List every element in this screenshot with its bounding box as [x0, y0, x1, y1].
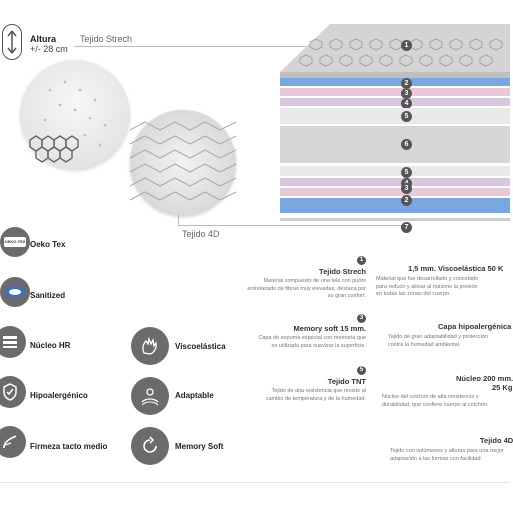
desc-title-6: Núcleo 200 mm. [456, 374, 513, 383]
desc-title-3: Memory soft 15 mm. [293, 324, 366, 333]
mattress-top-surface [270, 22, 510, 82]
fabric-4d-leader-line [178, 225, 404, 226]
mattress-layer [280, 198, 510, 214]
desc-block-2 [376, 264, 510, 304]
layer-number-badge: 3 [401, 183, 412, 194]
feature-label-hipoalergenico: Hipoalergénico [30, 391, 88, 400]
layer-number-badge: 2 [401, 78, 412, 89]
desc-text-4: Tejido de gran adaptabilidad y protección contra la humedad ambiental. [388, 334, 488, 348]
layer-number-badge: 5 [401, 111, 412, 122]
mattress-layer [280, 126, 510, 164]
layer-number-badge: 4 [401, 98, 412, 109]
desc-num-3: 3 [357, 314, 366, 323]
desc-text-7: Tejido con volúmenes y alturas para una mejor adaptación a las formas con facilidad. [390, 448, 504, 462]
layers-icon [0, 326, 26, 358]
mattress-layer [280, 166, 510, 177]
mattress-layer [280, 178, 510, 187]
feature-label-oeko-tex: Oeko Tex [30, 240, 66, 249]
desc-text-1: Material compuesto de una tela con punto entrelazado de fibras muy elevadas, destaca por su gran confort. [247, 278, 366, 299]
height-icon [2, 24, 22, 60]
mattress-layer [280, 78, 510, 87]
hand-wave-icon [131, 327, 169, 365]
sanitized-icon [0, 277, 30, 307]
feature-label-memory-soft: Memory Soft [175, 442, 224, 451]
shield-check-icon [0, 376, 26, 408]
hand-press-icon [0, 426, 26, 458]
layer-number-badge: 5 [401, 167, 412, 178]
feature-label-firmeza: Firmeza tacto medio [30, 442, 108, 451]
fabric-4d-label: Tejido 4D [182, 229, 220, 239]
feature-label-viscoelastica: Viscoelástica [175, 342, 226, 351]
feature-label-adaptable: Adaptable [175, 391, 214, 400]
desc-num-1: 1 [357, 256, 366, 265]
desc-title-6b: 25 Kg [492, 383, 513, 392]
desc-text-6: Núcleo del colchón de alta resistencia y durabilidad, que confiere cuerpo al colchón. [382, 394, 489, 408]
desc-title-5: Tejido TNT [327, 377, 366, 386]
mattress-layer [280, 188, 510, 197]
feature-label-nucleo-hr: Núcleo HR [30, 341, 71, 350]
desc-title-1: Tejido Strech [319, 267, 366, 276]
desc-title-2: 1,5 mm. Viscoelástica 50 K [408, 264, 504, 273]
layer-number-badge: 6 [401, 139, 412, 150]
strech-fabric-image [20, 60, 130, 170]
mattress-layer [280, 218, 510, 222]
desc-title-4: Capa hipoalergénica [438, 322, 512, 331]
mattress-cutaway [270, 22, 510, 231]
layer-number-badge: 1 [401, 40, 412, 51]
mattress-layer [280, 108, 510, 125]
feature-label-sanitized: Sanitized [30, 291, 66, 300]
fabric-4d-image [130, 110, 236, 216]
desc-text-2: Material que fue desarrollado y concebido para reducir y aliviar al máximo la presión en todas las zonas del cuerpo. [376, 276, 479, 297]
layer-number-badge: 3 [401, 88, 412, 99]
desc-title-7: Tejido 4D [480, 436, 513, 445]
layer-number-badge: 2 [401, 195, 412, 206]
desc-num-5: 5 [357, 366, 366, 375]
layer-number-badge: 7 [401, 222, 412, 233]
fabric-4d-leader-vline [178, 214, 179, 225]
desc-text-5: Tejido de alta resistencia que resiste al cambio de temperatura y de la humedad. [265, 388, 366, 402]
desc-block-6 [376, 374, 513, 418]
mattress-layer [280, 88, 510, 97]
height-title: Altura [30, 34, 57, 44]
oeko-tex-badge: OEKO-TEX [4, 237, 26, 247]
refresh-cycle-icon [131, 427, 169, 465]
desc-text-3: Capa de espuma especial con memoria que es utilizada para suavizar la superficie. [258, 335, 366, 349]
mattress-layer [280, 98, 510, 107]
strech-label: Tejido Strech [80, 34, 133, 44]
adaptable-icon [131, 377, 169, 415]
height-value: +/- 28 cm [30, 44, 68, 54]
oeko-tex-icon [0, 227, 30, 257]
bottom-divider [0, 482, 510, 483]
desc-block-4 [376, 322, 510, 356]
desc-block-7 [376, 436, 513, 470]
